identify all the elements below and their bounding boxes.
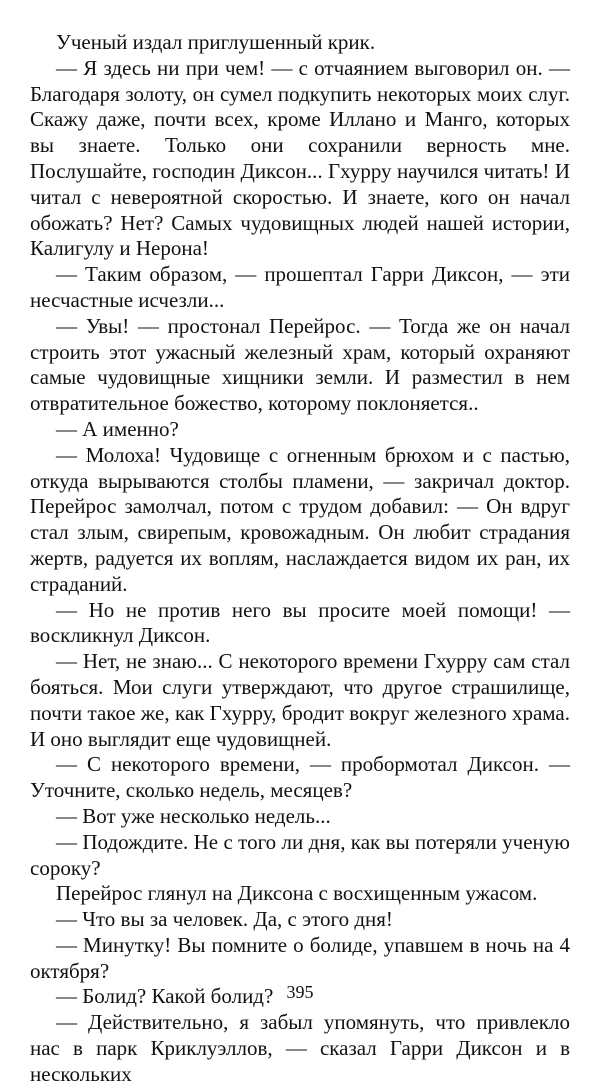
paragraph-7: — Но не против него вы просите моей помощи! — воскликнул Диксон. xyxy=(30,597,570,648)
paragraph-5: — А именно? xyxy=(56,416,179,441)
paragraph-4: — Увы! — простонал Перейрос. — Тогда же он начал строить этот ужасный железный храм, который охраняют самые чудовищные хищники земли. И разместил в нем отвратительное божество, которому поклоняется.. xyxy=(30,313,570,416)
paragraph-13: — Что вы за человек. Да, с этого дня! xyxy=(56,907,393,932)
paragraph-3: — Таким образом, — прошептал Гарри Диксон, — эти несчастные исчезли... xyxy=(30,262,570,312)
paragraph-12: Перейрос глянул на Диксона с восхищенным ужасом. xyxy=(56,881,538,906)
paragraph-6: — Молоха! Чудовище с огненным брюхом и с пастью, откуда вырываются столбы пламени, — закричал доктор. Перейрос замолчал, потом с трудом добавил: — Он вдруг стал злым, свирепым, кровожадным. Он любит страдания жертв, радуется их воплям, наслаждается видом их ран, их страданий. xyxy=(30,442,570,596)
paragraph-11: — Подождите. Не с того ли дня, как вы потеряли ученую сороку? xyxy=(30,829,570,880)
paragraph-15: — Болид? Какой болид? xyxy=(56,984,274,1009)
paragraph-10: — Вот уже несколько недель... xyxy=(56,803,331,828)
paragraph-9: — С некоторого времени, — пробормотал Диксон. — Уточните, сколько недель, месяцев? xyxy=(30,752,570,803)
paragraph-1: Ученый издал приглушенный крик. xyxy=(56,30,376,54)
paragraph-8: — Нет, не знаю... С некоторого времени Гхурру сам стал бояться. Мои слуги утверждают, что другое страшилище, почти такое же, как Гхурру, бродит вокруг железного храма. И оно выглядит еще чудовищней. xyxy=(30,649,570,751)
paragraph-2: — Я здесь ни при чем! — с отчаянием выговорил он. — Благодаря золоту, он сумел подкупить некоторых моих слуг. Скажу даже, почти всех, кроме Иллано и Манго, которых вы знаете. Только они сохранили верность мне. Послушайте, господин Диксон... Гхурру научился читать! И читал с невероятной скоростью. И знаете, кого он начал обожать? Нет? Самых чудовищных людей нашей истории, Калигулу и Нерона! xyxy=(30,55,570,261)
page-number: 395 xyxy=(286,982,314,1002)
paragraph-14: — Минутку! Вы помните о болиде, упавшем в ночь на 4 октября? xyxy=(30,932,570,983)
paragraph-16: — Действительно, я забыл упомянуть, что привлекло нас в парк Криклуэллов, — сказал Гарри Диксон и в нескольких xyxy=(30,1010,570,1086)
body-text xyxy=(30,30,570,1088)
